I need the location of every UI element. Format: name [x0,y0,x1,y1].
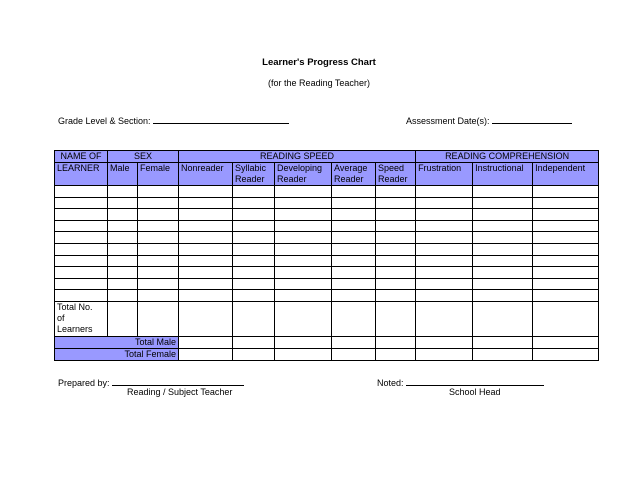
cell[interactable] [533,220,599,232]
page-title: Learner's Progress Chart [262,57,376,68]
cell[interactable] [233,232,275,244]
cell[interactable] [233,186,275,198]
cell[interactable] [55,278,108,290]
cell[interactable] [533,186,599,198]
cell[interactable] [179,186,233,198]
cell[interactable] [108,301,138,336]
cell[interactable] [332,197,376,209]
cell[interactable] [108,197,138,209]
cell[interactable] [275,348,332,360]
cell[interactable] [179,197,233,209]
cell[interactable] [416,197,473,209]
cell[interactable] [275,255,332,267]
cell[interactable] [275,267,332,279]
cell[interactable] [233,243,275,255]
header-row-1 [55,151,599,163]
cell[interactable] [179,301,233,336]
learner-row [55,243,599,255]
cell[interactable] [179,220,233,232]
cell[interactable] [332,186,376,198]
header-female: Female [138,163,179,186]
cell[interactable] [376,267,416,279]
cell[interactable] [533,290,599,302]
cell[interactable] [416,290,473,302]
cell[interactable] [55,290,108,302]
cell[interactable] [416,186,473,198]
cell[interactable] [332,232,376,244]
cell[interactable] [332,267,376,279]
cell[interactable] [376,186,416,198]
header-developing-reader [275,163,332,186]
cell[interactable] [179,243,233,255]
cell[interactable] [55,243,108,255]
cell[interactable] [138,186,179,198]
cell[interactable] [416,336,473,348]
learner-rows [55,186,599,302]
grade-level-label: Grade Level & Section: [58,116,151,126]
cell[interactable] [533,197,599,209]
header-name-of: NAME OF [55,151,108,163]
cell[interactable] [108,267,138,279]
cell[interactable] [55,232,108,244]
cell[interactable] [108,278,138,290]
cell[interactable] [275,186,332,198]
total-male-label: Total Male [55,336,179,348]
cell[interactable] [473,209,533,221]
prepared-by-label: Prepared by: [58,378,110,388]
cell[interactable] [179,348,233,360]
speed-line-2: Reader [378,174,408,184]
cell[interactable] [533,348,599,360]
cell[interactable] [416,348,473,360]
header-reading-comprehension: READING COMPREHENSION [416,151,599,163]
cell[interactable] [233,197,275,209]
cell[interactable] [55,267,108,279]
cell[interactable] [233,255,275,267]
learner-row [55,209,599,221]
header-row-2 [55,163,599,186]
learner-row [55,232,599,244]
cell[interactable] [376,197,416,209]
cell[interactable] [533,278,599,290]
cell[interactable] [473,278,533,290]
cell[interactable] [138,301,179,336]
cell[interactable] [332,348,376,360]
cell[interactable] [179,255,233,267]
cell[interactable] [55,255,108,267]
cell[interactable] [179,232,233,244]
learner-row [55,186,599,198]
speed-line-1: Speed [378,163,405,173]
cell[interactable] [179,336,233,348]
cell[interactable] [179,209,233,221]
cell[interactable] [275,336,332,348]
cell[interactable] [138,232,179,244]
cell[interactable] [376,301,416,336]
cell[interactable] [275,301,332,336]
cell[interactable] [108,232,138,244]
cell[interactable] [533,301,599,336]
cell[interactable] [332,301,376,336]
cell[interactable] [332,278,376,290]
learner-row [55,220,599,232]
header-frustration: Frustration [416,163,473,186]
cell[interactable] [179,278,233,290]
header-reading-speed: READING SPEED [179,151,416,163]
cell[interactable] [376,209,416,221]
cell[interactable] [473,301,533,336]
learner-row [55,197,599,209]
cell[interactable] [275,290,332,302]
page-subtitle: (for the Reading Teacher) [268,78,370,88]
total-learners-label [55,301,108,336]
noted-label: Noted: [377,378,404,388]
total-learners-row [55,301,599,336]
assessment-date-label: Assessment Date(s): [406,116,490,126]
total-female-row [55,348,599,360]
developing-line-1: Developing [277,163,323,173]
syllabic-line-1: Syllabic [235,163,267,173]
header-independent: Independent [533,163,599,186]
cell[interactable] [138,267,179,279]
cell[interactable] [233,290,275,302]
cell[interactable] [533,336,599,348]
total-line-3: Learners [57,323,93,334]
progress-table [54,150,599,361]
prepared-by-blank [112,376,244,386]
cell[interactable] [138,278,179,290]
cell[interactable] [275,243,332,255]
cell[interactable] [138,290,179,302]
noted-role: School Head [449,387,501,397]
cell[interactable] [108,186,138,198]
cell[interactable] [533,232,599,244]
cell[interactable] [179,290,233,302]
cell[interactable] [275,232,332,244]
cell[interactable] [376,336,416,348]
cell[interactable] [275,209,332,221]
cell[interactable] [332,255,376,267]
cell[interactable] [473,336,533,348]
average-line-2: Reader [334,174,364,184]
cell[interactable] [332,209,376,221]
cell[interactable] [55,197,108,209]
cell[interactable] [55,186,108,198]
header-syllabic-reader [233,163,275,186]
total-male-row [55,336,599,348]
cell[interactable] [533,267,599,279]
cell[interactable] [233,267,275,279]
total-female-label: Total Female [55,348,179,360]
cell[interactable] [332,243,376,255]
cell[interactable] [473,243,533,255]
cell[interactable] [233,209,275,221]
cell[interactable] [473,267,533,279]
assessment-date-blank [492,114,572,124]
assessment-date-field [406,114,572,126]
grade-level-blank [153,114,289,124]
header-instructional: Instructional [473,163,533,186]
developing-line-2: Reader [277,174,307,184]
cell[interactable] [233,336,275,348]
cell[interactable] [275,197,332,209]
cell[interactable] [55,209,108,221]
cell[interactable] [473,290,533,302]
cell[interactable] [55,220,108,232]
cell[interactable] [138,209,179,221]
cell[interactable] [416,255,473,267]
cell[interactable] [376,278,416,290]
cell[interactable] [416,267,473,279]
cell[interactable] [533,209,599,221]
cell[interactable] [416,278,473,290]
cell[interactable] [376,243,416,255]
cell[interactable] [473,220,533,232]
header-average-reader [332,163,376,186]
cell[interactable] [416,243,473,255]
syllabic-line-2: Reader [235,174,265,184]
cell[interactable] [533,243,599,255]
header-speed-reader [376,163,416,186]
cell[interactable] [108,290,138,302]
cell[interactable] [533,255,599,267]
average-line-1: Average [334,163,368,173]
header-sex: SEX [108,151,179,163]
cell[interactable] [108,243,138,255]
cell[interactable] [376,220,416,232]
cell[interactable] [108,209,138,221]
cell[interactable] [275,278,332,290]
cell[interactable] [376,290,416,302]
header-male: Male [108,163,138,186]
cell[interactable] [138,220,179,232]
cell[interactable] [275,220,332,232]
total-line-1: Total No. [57,301,93,312]
cell[interactable] [416,209,473,221]
cell[interactable] [416,301,473,336]
cell[interactable] [138,243,179,255]
cell[interactable] [108,255,138,267]
cell[interactable] [332,336,376,348]
cell[interactable] [332,290,376,302]
cell[interactable] [473,232,533,244]
cell[interactable] [332,220,376,232]
cell[interactable] [138,197,179,209]
cell[interactable] [376,232,416,244]
learner-row [55,278,599,290]
cell[interactable] [233,220,275,232]
learner-row [55,267,599,279]
grade-level-field [58,114,289,126]
cell[interactable] [376,255,416,267]
noted-blank [406,376,544,386]
cell[interactable] [473,255,533,267]
prepared-by-role: Reading / Subject Teacher [127,387,233,397]
cell[interactable] [473,197,533,209]
cell[interactable] [138,255,179,267]
cell[interactable] [179,267,233,279]
cell[interactable] [233,278,275,290]
learner-row [55,255,599,267]
header-nonreader: Nonreader [179,163,233,186]
cell[interactable] [233,301,275,336]
cell[interactable] [416,220,473,232]
cell[interactable] [473,348,533,360]
learner-row [55,290,599,302]
cell[interactable] [376,348,416,360]
header-learner: LEARNER [55,163,108,186]
total-line-2: of [57,312,65,323]
cell[interactable] [108,220,138,232]
cell[interactable] [473,186,533,198]
cell[interactable] [416,232,473,244]
cell[interactable] [233,348,275,360]
